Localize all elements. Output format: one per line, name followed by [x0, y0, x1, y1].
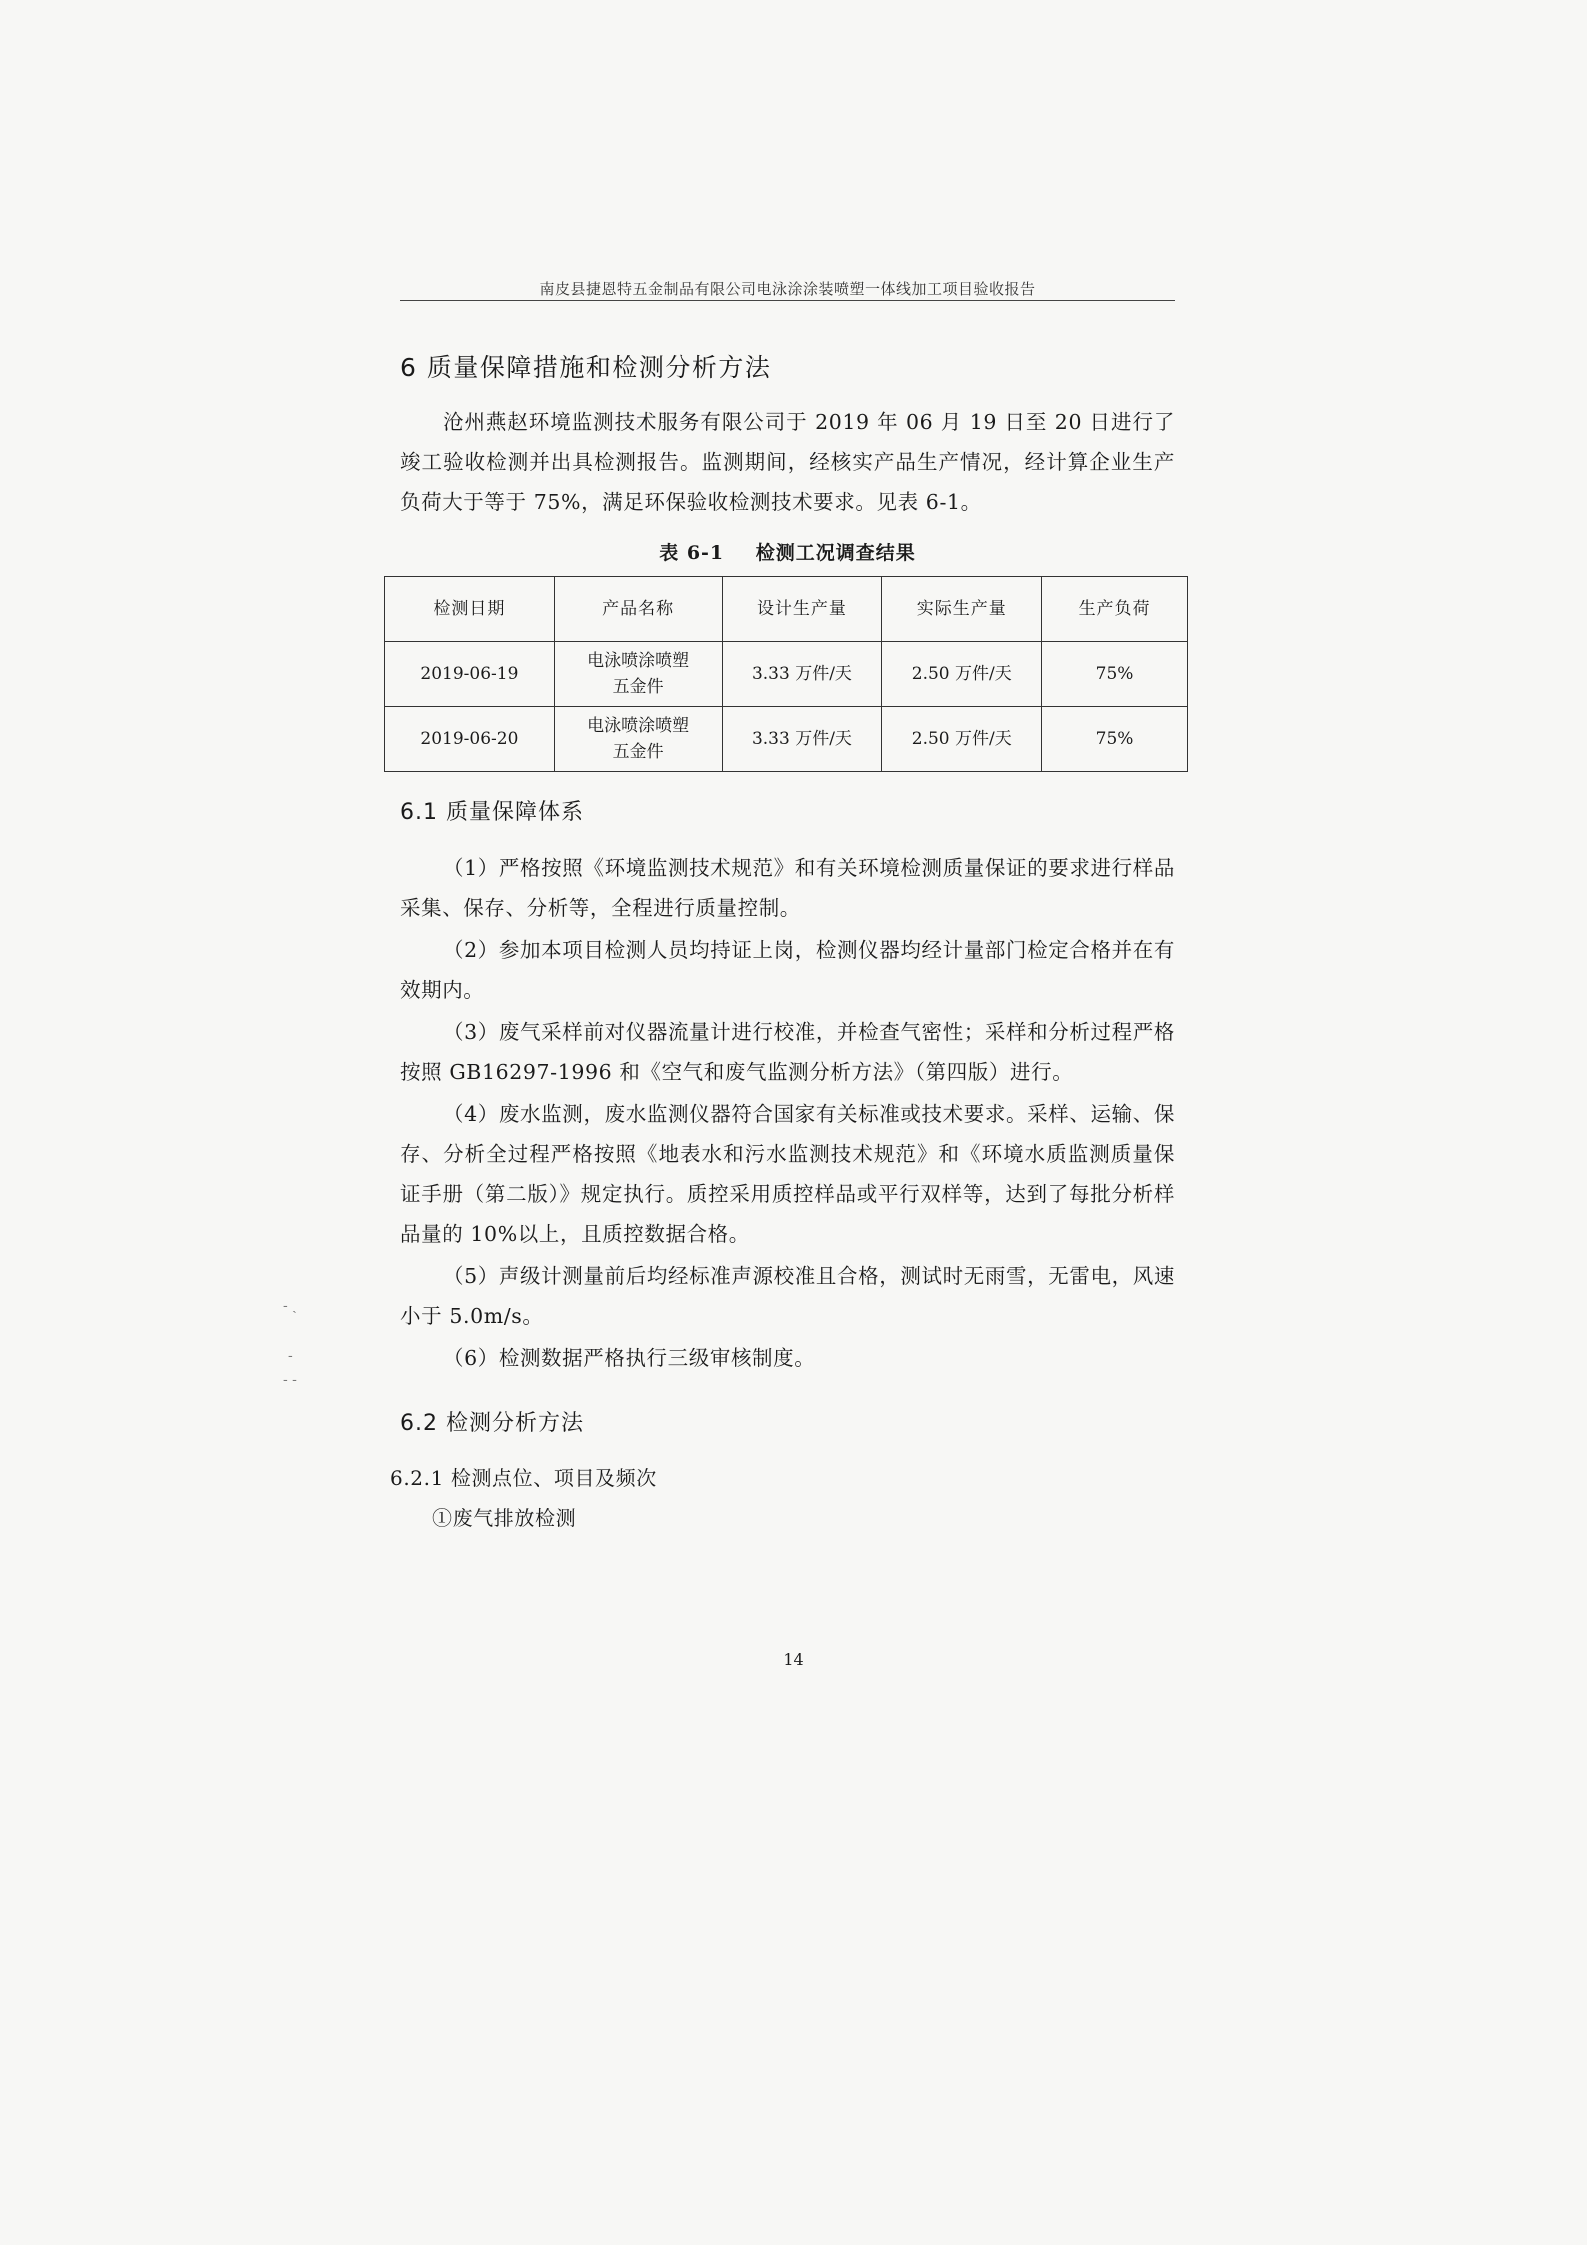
quality-item-2: （2）参加本项目检测人员均持证上岗，检测仪器均经计量部门检定合格并在有效期内。	[400, 938, 1175, 1002]
cell-design-output: 3.33 万件/天	[722, 642, 882, 707]
subsection-6-2-title: 6.2 检测分析方法	[400, 1411, 584, 1436]
page-number: 14	[783, 1650, 804, 1669]
quality-item-4: （4）废水监测，废水监测仪器符合国家有关标准或技术要求。采样、运输、保存、分析全过程严格按照《地表水和污水监测技术规范》和《环境水质监测质量保证手册（第二版）》规定执行。质控采用质控样品或平行双样等，达到了每批分析样品量的 10%以上，且质控数据合格。	[400, 1102, 1175, 1246]
production-load-table	[384, 576, 1188, 772]
table-row	[385, 707, 1188, 772]
table-caption-number: 表 6-1	[659, 542, 725, 564]
scan-speck-2: ‐	[288, 1348, 293, 1364]
scan-speck-3: ‐ ‐	[283, 1372, 297, 1388]
quality-item-6: （6）检测数据严格执行三级审核制度。	[443, 1346, 816, 1370]
header-date: 检测日期	[385, 577, 555, 642]
table-row	[385, 642, 1188, 707]
header-actual-output: 实际生产量	[882, 577, 1042, 642]
cell-load: 75%	[1042, 642, 1188, 707]
cell-date: 2019-06-20	[385, 707, 555, 772]
intro-paragraph: 沧州燕赵环境监测技术服务有限公司于 2019 年 06 月 19 日至 20 日进行了竣工验收检测并出具检测报告。监测期间，经核实产品生产情况，经计算企业生产负荷大于等于 75%，满足环保验收检测技术要求。见表 6-1。	[400, 410, 1175, 514]
cell-product-line1: 电泳喷涂喷塑	[587, 716, 690, 736]
cell-product-line2: 五金件	[612, 742, 664, 762]
exhaust-monitoring-item: ①废气排放检测	[432, 1506, 577, 1530]
cell-product	[554, 642, 722, 707]
cell-date: 2019-06-19	[385, 642, 555, 707]
quality-item-1: （1）严格按照《环境监测技术规范》和有关环境检测质量保证的要求进行样品采集、保存、分析等，全程进行质量控制。	[400, 856, 1175, 920]
cell-load: 75%	[1042, 707, 1188, 772]
header-load: 生产负荷	[1042, 577, 1188, 642]
section-title: 6 质量保障措施和检测分析方法	[400, 353, 772, 382]
quality-item-3: （3）废气采样前对仪器流量计进行校准，并检查气密性；采样和分析过程严格按照 GB16297-1996 和《空气和废气监测分析方法》（第四版）进行。	[400, 1020, 1175, 1084]
header-product: 产品名称	[554, 577, 722, 642]
cell-actual-output: 2.50 万件/天	[882, 642, 1042, 707]
header-rule	[400, 300, 1175, 301]
cell-design-output: 3.33 万件/天	[722, 707, 882, 772]
subsection-6-1-title: 6.1 质量保障体系	[400, 800, 584, 825]
table-header-row	[385, 577, 1188, 642]
table-caption-title: 检测工况调查结果	[755, 542, 916, 564]
cell-actual-output: 2.50 万件/天	[882, 707, 1042, 772]
table-caption	[400, 538, 1175, 565]
subsection-6-2-1-title: 6.2.1 检测点位、项目及频次	[390, 1466, 657, 1490]
cell-product-line1: 电泳喷涂喷塑	[587, 651, 690, 671]
quality-item-5: （5）声级计测量前后均经标准声源校准且合格，测试时无雨雪，无雷电，风速小于 5.0m/s。	[400, 1264, 1175, 1328]
cell-product-line2: 五金件	[612, 677, 664, 697]
cell-product	[554, 707, 722, 772]
running-header: 南皮县捷恩特五金制品有限公司电泳涂涂装喷塑一体线加工项目验收报告	[539, 280, 1036, 298]
scan-speck-1: ‐ ˎ	[283, 1298, 297, 1314]
header-design-output: 设计生产量	[722, 577, 882, 642]
